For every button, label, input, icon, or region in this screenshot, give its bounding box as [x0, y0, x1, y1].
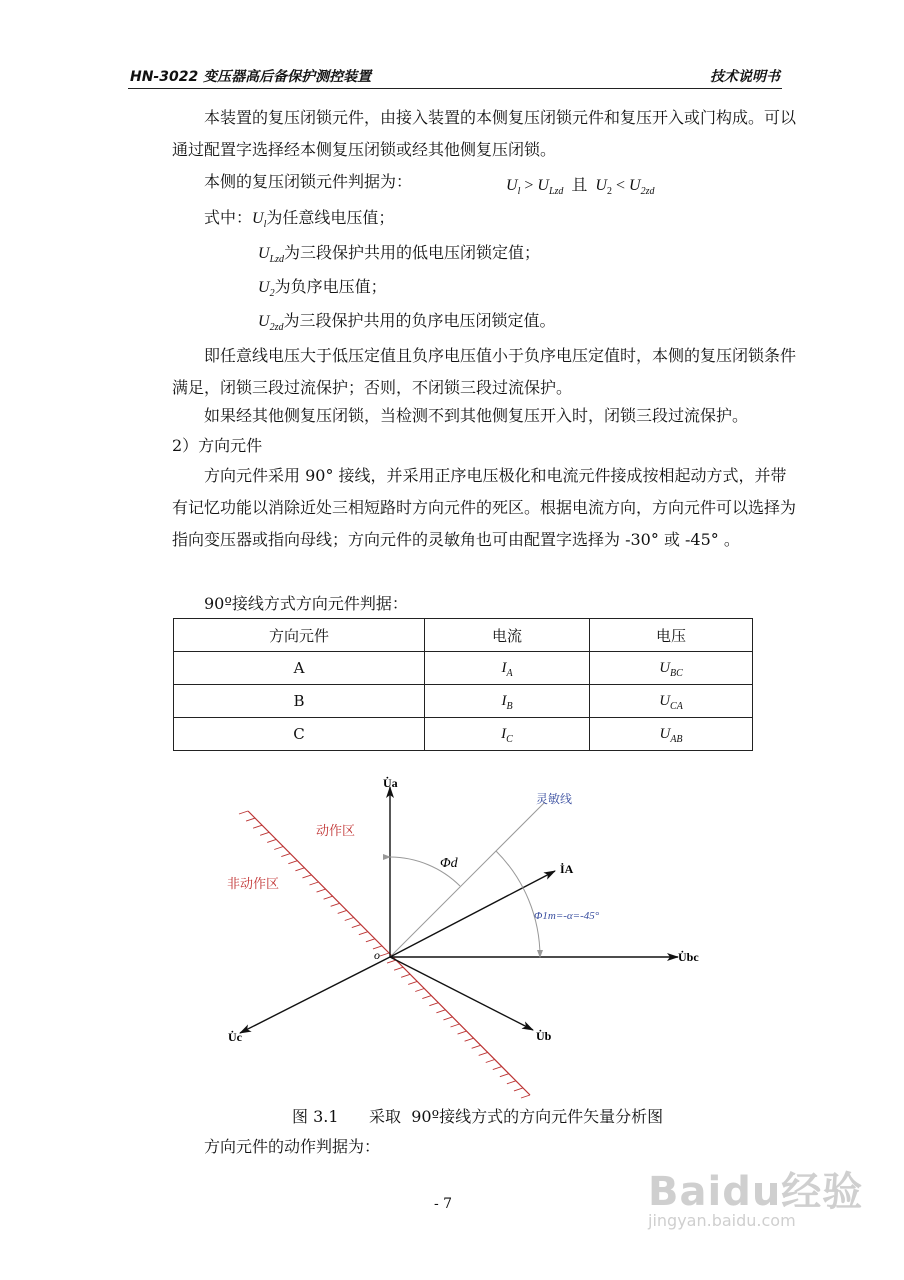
u2zd-symbol: U: [629, 177, 641, 194]
def-line-3: [258, 274, 387, 299]
sensitivity-label: 灵敏线: [536, 792, 573, 806]
current-sub: A: [506, 667, 513, 679]
where-prefix: 式中：: [204, 208, 253, 227]
ubc-label: U̇bc: [678, 950, 699, 964]
u1-sub: l: [517, 186, 521, 198]
def-symbol: U: [258, 279, 270, 296]
uc-label: U̇c: [228, 1030, 242, 1044]
table-header-cell: 电流: [425, 619, 590, 652]
voltage-symbol: U: [659, 659, 671, 676]
voltage-symbol: U: [659, 725, 671, 742]
hatch-mark: [443, 1017, 452, 1020]
def-sub: l: [263, 219, 267, 231]
hatch-mark: [401, 974, 410, 977]
def-text: 为三段保护共用的负序电压闭锁定值。: [283, 311, 556, 330]
phi-lm-label: Φ1m=-α=-45°: [534, 910, 600, 922]
ub-vector: [390, 957, 533, 1030]
hatch-mark: [394, 967, 403, 970]
hatch-mark: [295, 868, 304, 871]
watermark-url: jingyan.baidu.com: [648, 1211, 796, 1230]
current-symbol: I: [501, 692, 507, 709]
def-sub: 2: [269, 288, 275, 300]
voltage-symbol: U: [659, 692, 671, 709]
criterion-inequality: [506, 172, 654, 197]
phi-d-label: Φd: [440, 856, 458, 871]
hatch-mark: [486, 1060, 495, 1063]
voltage-sub: AB: [670, 733, 683, 745]
hatch-mark: [451, 1024, 460, 1027]
table-title: 90º接线方式方向元件判据：: [204, 594, 408, 613]
watermark: [648, 1160, 863, 1230]
ua-label: U̇a: [383, 776, 398, 790]
hatch-mark: [493, 1067, 502, 1070]
hatch-mark: [521, 1095, 530, 1098]
hatch-mark: [310, 882, 319, 885]
criterion-label: 本侧的复压闭锁元件判据为：: [204, 172, 413, 191]
header-doc-type: 技术说明书: [710, 69, 780, 85]
hatch-mark: [324, 896, 333, 899]
current-cell: [425, 718, 590, 751]
paragraph-1: 本装置的复压闭锁元件，由接入装置的本侧复压闭锁元件和复压开入或门构成。可以通过配置字选择经本侧复压闭锁或经其他侧复压闭锁。: [172, 108, 797, 159]
gt-sign: >: [524, 177, 534, 194]
u2-symbol: U: [595, 177, 607, 194]
current-cell: [425, 652, 590, 685]
ia-label: İA: [560, 862, 574, 876]
def-sub: Lzd: [269, 254, 285, 266]
where-line: [204, 205, 394, 230]
hatch-mark: [387, 960, 396, 963]
table-header-row: [174, 619, 753, 652]
ulzd-sub: Lzd: [548, 186, 564, 198]
ulzd-symbol: U: [537, 177, 549, 194]
action-zone-label: 动作区: [316, 824, 356, 839]
table-header-cell: 方向元件: [174, 619, 425, 652]
hatch-mark: [274, 847, 283, 850]
action-criterion-line: 方向元件的动作判据为：: [204, 1137, 381, 1156]
boundary-hatching: [239, 811, 530, 1098]
and-word: 且: [571, 177, 588, 194]
hatch-mark: [331, 903, 340, 906]
def-symbol: U: [252, 210, 264, 227]
voltage-cell: [590, 652, 753, 685]
phase-cell: A: [174, 652, 425, 685]
u2zd-sub: 2zd: [640, 186, 655, 198]
ia-vector: [390, 871, 555, 957]
table-row: [174, 685, 753, 718]
voltage-cell: [590, 685, 753, 718]
current-symbol: I: [501, 659, 507, 676]
hatch-mark: [415, 989, 424, 992]
def-symbol: U: [258, 313, 270, 330]
table-header-cell: 电压: [590, 619, 753, 652]
table-row: [174, 652, 753, 685]
current-sub: B: [506, 700, 513, 712]
hatch-mark: [359, 932, 368, 935]
hatch-mark: [429, 1003, 438, 1006]
def-line-4: [258, 308, 555, 333]
hatch-mark: [288, 861, 297, 864]
voltage-sub: CA: [670, 700, 683, 712]
current-cell: [425, 685, 590, 718]
phase-cell: B: [174, 685, 425, 718]
uc-vector: [240, 957, 390, 1033]
header-title: HN-3022 变压器高后备保护测控装置: [130, 69, 372, 85]
hatch-mark: [246, 818, 255, 821]
non-action-zone-label: 非动作区: [227, 877, 280, 892]
hatch-mark: [458, 1031, 467, 1034]
hatch-mark: [317, 889, 326, 892]
current-symbol: I: [501, 725, 507, 742]
hatch-mark: [239, 811, 248, 814]
header-rule: [128, 88, 782, 89]
section-heading: 2）方向元件: [172, 436, 263, 455]
figure-caption: 图 3.1 采取 90º接线方式的方向元件矢量分析图: [292, 1107, 664, 1126]
hatch-mark: [436, 1010, 445, 1013]
def-text: 为三段保护共用的低电压闭锁定值；: [284, 243, 541, 262]
hatch-mark: [479, 1052, 488, 1055]
voltage-sub: BC: [670, 667, 683, 679]
lt-sign: <: [615, 177, 625, 194]
paragraph-4: 如果经其他侧复压闭锁，当检测不到其他侧复压开入时，闭锁三段过流保护。: [204, 406, 749, 425]
hatch-mark: [352, 925, 361, 928]
sensitivity-line: [390, 802, 545, 957]
hatch-mark: [514, 1088, 523, 1091]
def-line-2: [258, 240, 540, 265]
hatch-mark: [260, 832, 269, 835]
origin-label: o: [374, 948, 380, 962]
phi-lm-arc: [496, 851, 540, 957]
voltage-cell: [590, 718, 753, 751]
paragraph-5: 方向元件采用 90° 接线，并采用正序电压极化和电流元件接成按相起动方式，并带有记忆功能以消除近处三相短路时方向元件的死区。根据电流方向，方向元件可以选择为指向变压器或指向母线；方向元件的灵敏角也可由配置字选择为 -30° 或 -45° 。: [172, 466, 797, 549]
vector-diagram: [200, 765, 720, 1105]
current-sub: C: [506, 733, 513, 745]
hatch-mark: [338, 910, 347, 913]
hatch-mark: [366, 939, 375, 942]
u2-sub: 2: [606, 186, 612, 198]
hatch-mark: [253, 825, 262, 828]
def-text: 为负序电压值；: [274, 277, 387, 296]
table-row: [174, 718, 753, 751]
hatch-mark: [422, 996, 431, 999]
hatch-mark: [507, 1081, 516, 1084]
hatch-mark: [302, 875, 311, 878]
watermark-logo: Baidu经验: [648, 1169, 864, 1215]
def-sub: 2zd: [269, 322, 284, 334]
page-number: - 7: [434, 1196, 453, 1212]
hatch-mark: [472, 1045, 481, 1048]
ub-label: U̇b: [536, 1029, 552, 1043]
def-text: 为任意线电压值；: [266, 208, 395, 227]
hatch-mark: [408, 981, 417, 984]
def-symbol: U: [258, 245, 270, 262]
paragraph-3: 即任意线电压大于低压定值且负序电压值小于负序电压定值时，本侧的复压闭锁条件满足，闭锁三段过流保护；否则，不闭锁三段过流保护。: [172, 346, 797, 397]
hatch-mark: [345, 918, 354, 921]
hatch-mark: [380, 953, 389, 956]
hatch-mark: [465, 1038, 474, 1041]
u1-symbol: U: [506, 177, 518, 194]
hatch-mark: [281, 854, 290, 857]
hatch-mark: [500, 1074, 509, 1077]
criteria-table: [173, 618, 753, 751]
hatch-mark: [267, 839, 276, 842]
phase-cell: C: [174, 718, 425, 751]
